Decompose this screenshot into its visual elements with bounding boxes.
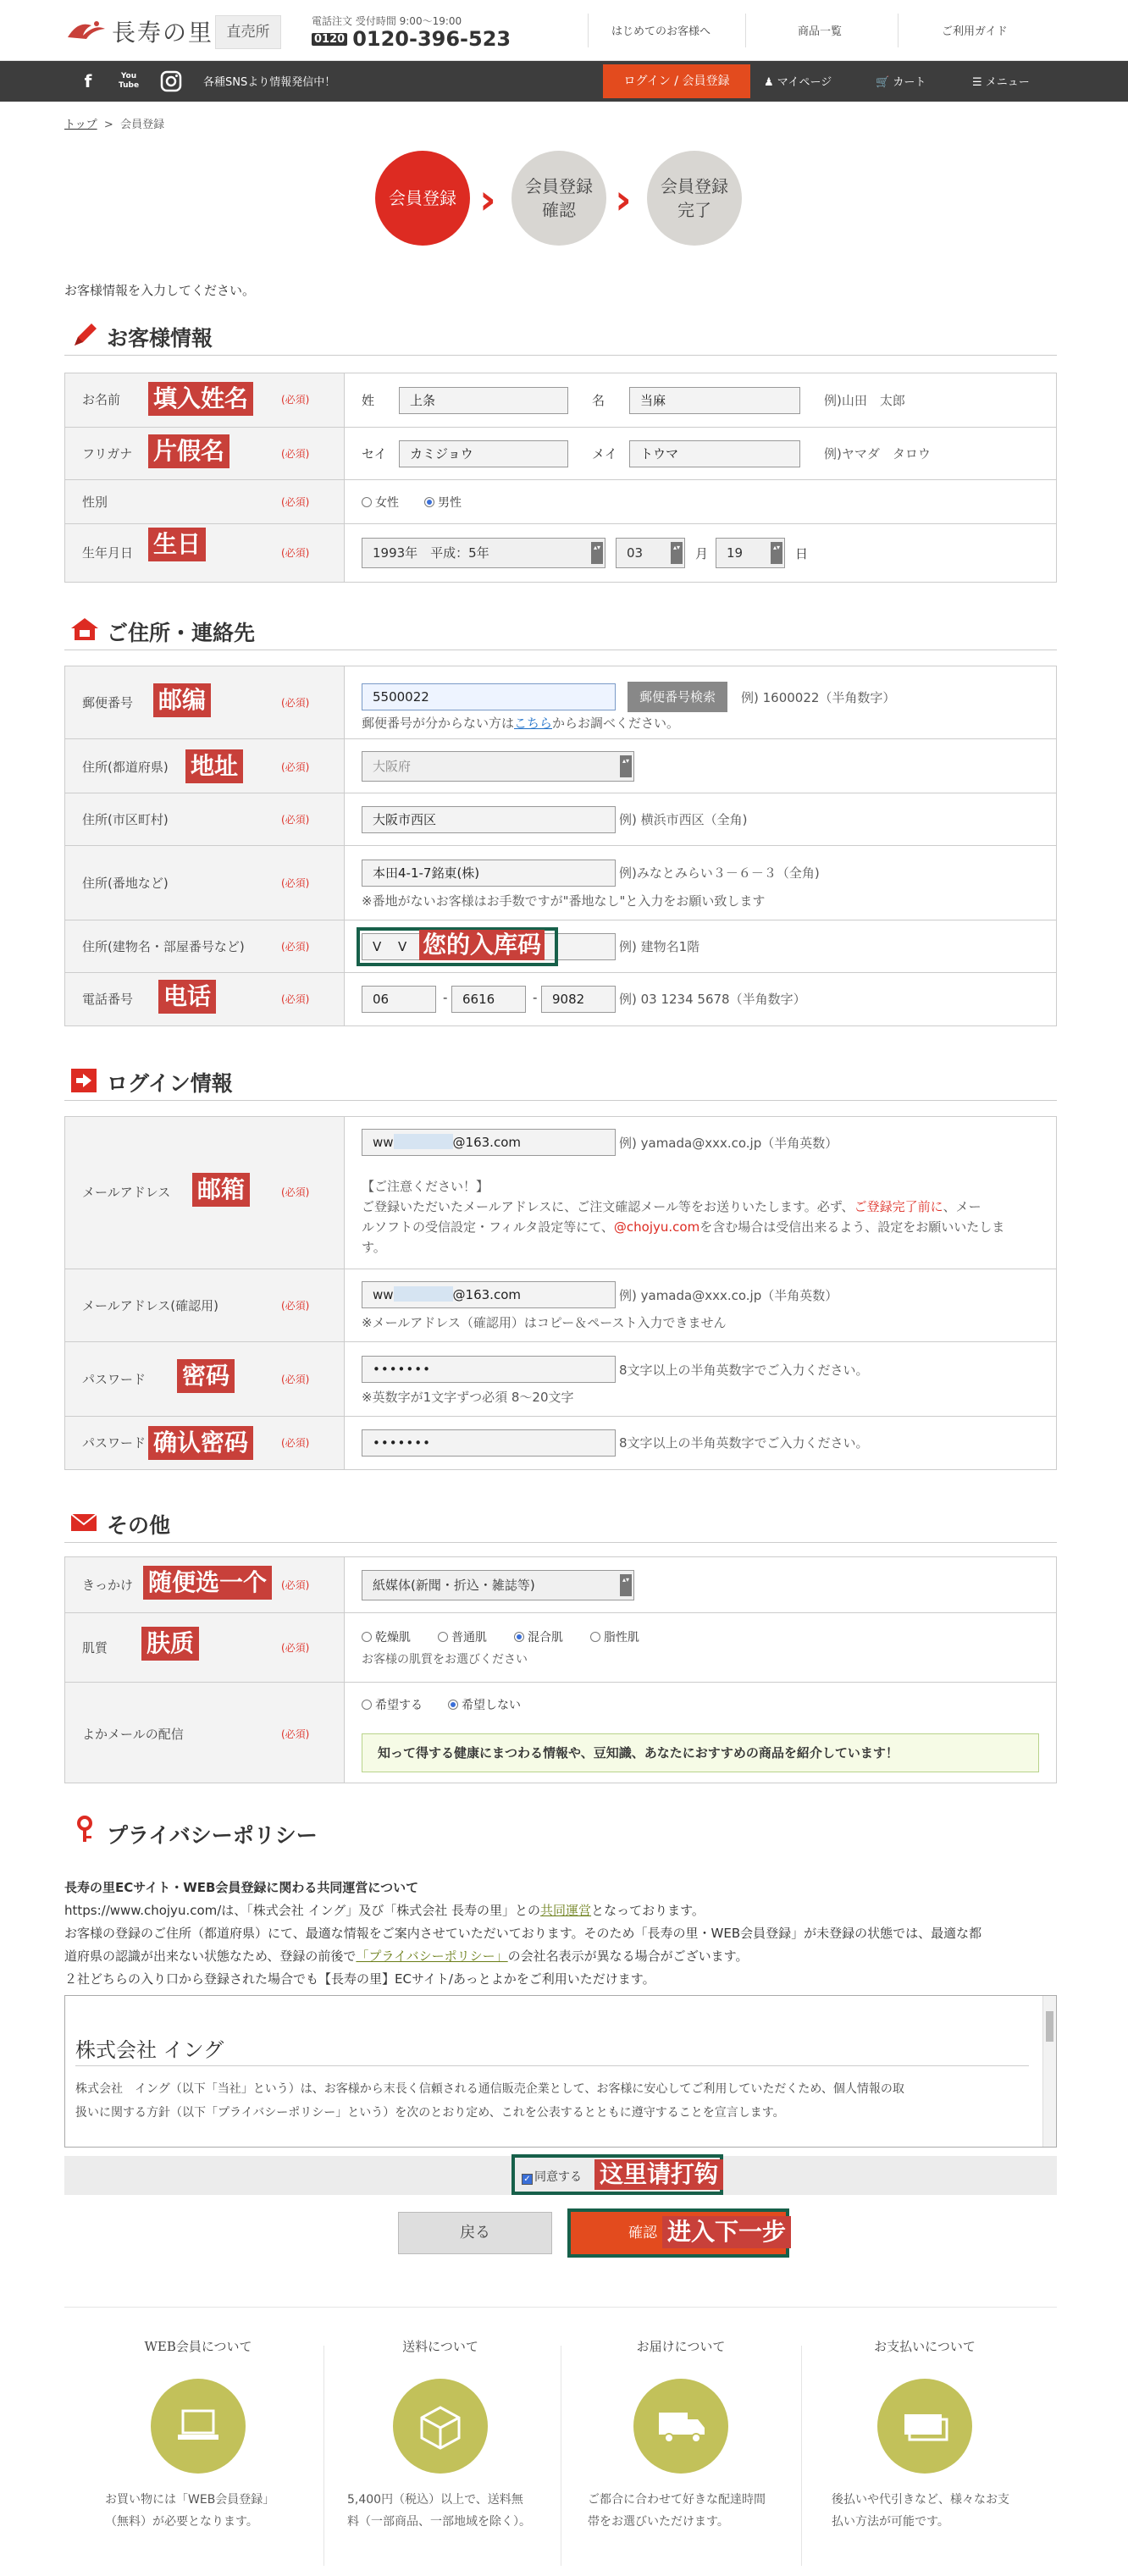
required-badge: (必須) bbox=[281, 993, 310, 1005]
name-example: 例)山田 太郎 bbox=[824, 393, 905, 408]
radio-checked-icon bbox=[514, 1632, 524, 1642]
radio-icon bbox=[590, 1632, 600, 1642]
sns-message: 各種SNSより情報発信中！ bbox=[203, 76, 336, 89]
radio-icon bbox=[362, 1632, 372, 1642]
policy-line: 株式会社 イング（以下「当社」という）は、お客様から末長く信頼される通信販売企業として、お客様に安心してご利用していただくため、個人情報の取 bbox=[75, 2082, 904, 2096]
email-prefix: ww bbox=[373, 1135, 394, 1150]
row-gender bbox=[65, 480, 1056, 524]
email-caution bbox=[362, 1176, 1039, 1258]
annotation-trigger: 随便选一个 bbox=[143, 1566, 272, 1600]
row-password bbox=[65, 1342, 1056, 1417]
agree-label: 同意する bbox=[534, 2170, 582, 2184]
row-building bbox=[65, 920, 1056, 973]
required-badge: (必須) bbox=[281, 1579, 310, 1591]
section-title: プライバシーポリシー bbox=[107, 1823, 318, 1848]
other-form bbox=[64, 1556, 1057, 1783]
redaction-block bbox=[394, 1134, 453, 1149]
checkbox-checked-icon: ✓ bbox=[522, 2174, 533, 2185]
row-name bbox=[65, 373, 1056, 428]
truck-icon bbox=[633, 2379, 728, 2474]
email-prefix: ww bbox=[373, 1287, 394, 1302]
footer-title: お届けについて bbox=[636, 2339, 726, 2354]
phone-separator: - bbox=[443, 990, 448, 1005]
required-badge: (必須) bbox=[281, 697, 310, 709]
key-icon bbox=[69, 1816, 100, 1843]
row-phone bbox=[65, 973, 1056, 1025]
kana-label: フリガナ bbox=[82, 446, 133, 462]
step-arrow-icon: › bbox=[615, 176, 632, 224]
house-icon bbox=[69, 616, 100, 644]
required-badge: (必須) bbox=[281, 877, 310, 889]
menu-button[interactable] bbox=[972, 73, 1030, 89]
nav-guide[interactable]: ご利用ガイド bbox=[942, 25, 1008, 38]
crane-logo-icon bbox=[66, 17, 107, 42]
pencil-icon bbox=[69, 322, 100, 349]
step-complete: 会員登録 完了 bbox=[647, 151, 742, 246]
email-confirm-note: ※メールアドレス（確認用）はコピー＆ペースト入力できません bbox=[362, 1315, 727, 1330]
password-hint: 8文字以上の半角英数字でご入力ください。 bbox=[619, 1363, 869, 1378]
label-cell bbox=[65, 793, 345, 845]
email-confirm-label: メールアドレス(確認用) bbox=[82, 1298, 218, 1313]
kana-example: 例)ヤマダ タロウ bbox=[824, 446, 931, 462]
footer-desc: ご都合に合わせて好きな配達時間帯をお選びいただけます。 bbox=[588, 2493, 766, 2529]
row-email-confirm bbox=[65, 1269, 1056, 1342]
footer-payment bbox=[806, 2337, 1043, 2533]
youtube-icon[interactable]: You Tube bbox=[118, 72, 140, 90]
privacy-text: となっております。 bbox=[591, 1903, 705, 1918]
phone-separator: - bbox=[533, 990, 538, 1005]
mypage-link[interactable] bbox=[764, 73, 832, 89]
caution-text: 、メー bbox=[943, 1199, 981, 1214]
email-domain: @163.com bbox=[452, 1287, 521, 1302]
phone-input-1[interactable]: 06 bbox=[362, 986, 436, 1013]
required-badge: (必須) bbox=[281, 547, 310, 559]
row-password-confirm bbox=[65, 1417, 1056, 1469]
annotation-skin: 肤质 bbox=[141, 1627, 199, 1661]
section-privacy-heading bbox=[64, 1812, 1057, 1849]
street-input[interactable]: 本田4-1-7銘東(株) bbox=[362, 860, 616, 887]
skin-option-normal[interactable] bbox=[438, 1628, 487, 1645]
row-city bbox=[65, 793, 1056, 846]
privacy-text: の会社名表示が異なる場合がございます。 bbox=[507, 1949, 749, 1964]
zip-lookup-link[interactable]: こちら bbox=[514, 716, 553, 731]
password-confirm-input[interactable]: ••••••• bbox=[362, 1429, 616, 1457]
radio-icon bbox=[362, 497, 372, 507]
skin-option-label: 乾燥肌 bbox=[375, 1631, 411, 1645]
radio-icon bbox=[438, 1632, 448, 1642]
login-form bbox=[64, 1116, 1057, 1470]
annotation-address: 地址 bbox=[185, 749, 243, 783]
mail-label: よかメールの配信 bbox=[82, 1727, 184, 1742]
caution-line bbox=[362, 1197, 1039, 1217]
skin-option-dry[interactable] bbox=[362, 1628, 411, 1645]
city-example: 例) 横浜市西区（全角) bbox=[619, 812, 748, 827]
login-register-button[interactable]: ログイン / 会員登録 bbox=[603, 64, 750, 98]
month-unit: 月 bbox=[695, 546, 709, 561]
day-unit: 日 bbox=[795, 546, 809, 561]
step-confirm: 会員登録 確認 bbox=[511, 151, 606, 246]
privacy-text: お客様の登録のご住所（都道府県）にて、最適な情報をご案内させていただいております。そのため「長寿の里・WEB会員登録」が未登録の状態では、最適な都 bbox=[64, 1926, 982, 1941]
skin-option-label: 混合肌 bbox=[528, 1631, 563, 1645]
label-cell bbox=[65, 1683, 345, 1783]
email-confirm-input[interactable] bbox=[362, 1281, 616, 1308]
footer-desc: 後払いや代引きなど、様々なお支払い方法が可能です。 bbox=[832, 2493, 1009, 2529]
envelope-icon bbox=[69, 1509, 100, 1536]
privacy-line bbox=[64, 1899, 1057, 1922]
nav-first-time[interactable]: はじめてのお客様へ bbox=[611, 25, 711, 38]
email-label: メールアドレス bbox=[82, 1185, 171, 1200]
annotation-birthday: 生日 bbox=[148, 528, 206, 561]
step-register: 会員登録 bbox=[375, 151, 470, 246]
box-icon bbox=[393, 2379, 488, 2474]
back-button[interactable]: 戻る bbox=[398, 2212, 552, 2254]
caution-heading: 【ご注意ください！】 bbox=[362, 1179, 489, 1194]
caution-highlight: @chojyu.com bbox=[613, 1219, 700, 1235]
mypage-label: マイページ bbox=[777, 76, 832, 89]
cart-icon: 🛒 bbox=[876, 76, 890, 89]
required-badge: (必須) bbox=[281, 1300, 310, 1312]
footer-desc: 5,400円（税込）以上で、送料無料（一部商品、一部地域を除く）。 bbox=[347, 2493, 531, 2529]
trigger-select[interactable]: 紙媒体(新聞・折込・雑誌等) ▴▾ bbox=[362, 1570, 634, 1600]
required-badge: (必須) bbox=[281, 1186, 310, 1198]
joint-operation-link[interactable]: 共同運営 bbox=[540, 1903, 592, 1918]
email-example: 例) yamada@xxx.co.jp（半角英数） bbox=[619, 1136, 838, 1151]
building-label: 住所(建物名・部屋番号など) bbox=[82, 939, 245, 954]
phone-label: 電話番号 bbox=[82, 992, 134, 1007]
policy-line: 扱いに関する方針（以下「プライバシーポリシー」という）を次のとおり定め、これを公表するとともに遵守することを宣言します。 bbox=[75, 2106, 785, 2120]
trigger-label: きっかけ bbox=[82, 1578, 134, 1593]
menu-label: メニュー bbox=[985, 76, 1030, 89]
required-badge: (必須) bbox=[281, 814, 310, 826]
zip-label: 郵便番号 bbox=[82, 695, 134, 710]
breadcrumb-separator: > bbox=[103, 119, 113, 131]
email-input[interactable] bbox=[362, 1129, 616, 1156]
section-customer-heading bbox=[64, 318, 1057, 356]
zip-input[interactable]: 5500022 bbox=[362, 683, 616, 710]
store-badge: 直売所 bbox=[215, 15, 281, 49]
skin-option-oily[interactable] bbox=[590, 1628, 639, 1645]
section-title: ご住所・連絡先 bbox=[107, 621, 256, 645]
divider bbox=[801, 2346, 802, 2566]
skin-option-label: 普通肌 bbox=[451, 1631, 487, 1645]
caution-text: す。 bbox=[362, 1240, 386, 1255]
label-cell bbox=[65, 1269, 345, 1341]
breadcrumb bbox=[64, 115, 164, 131]
privacy-intro bbox=[64, 1877, 1057, 1991]
privacy-policy-scrollbox[interactable] bbox=[64, 1995, 1057, 2148]
login-icon bbox=[69, 1067, 100, 1094]
scrollbar-thumb[interactable] bbox=[1046, 2011, 1053, 2042]
divider bbox=[588, 14, 589, 47]
mei-kana-label: メイ bbox=[592, 446, 617, 462]
name-label: お名前 bbox=[82, 392, 121, 407]
footer-delivery bbox=[562, 2337, 799, 2533]
footer-desc: お買い物には「WEB会員登録」（無料）が必要となります。 bbox=[105, 2493, 275, 2529]
cart-label: カート bbox=[893, 76, 926, 89]
zip-example: 例) 1600022（半角数字） bbox=[741, 690, 896, 705]
section-title: ログイン情報 bbox=[107, 1071, 233, 1096]
required-badge: (必須) bbox=[281, 1728, 310, 1740]
annotation-password: 密码 bbox=[177, 1359, 235, 1393]
row-trigger bbox=[65, 1557, 1056, 1613]
computer-icon bbox=[151, 2379, 246, 2474]
redaction-block bbox=[394, 1286, 453, 1302]
customer-form bbox=[64, 373, 1057, 583]
mail-no-label: 希望しない bbox=[462, 1699, 521, 1712]
caution-text: を含む場合は受信出来るよう、設定をお願いいたしま bbox=[699, 1219, 1005, 1235]
facebook-icon[interactable]: f bbox=[84, 71, 92, 91]
annotation-confirm: 进入下一步 bbox=[662, 2216, 791, 2248]
footer-title: WEB会員について bbox=[144, 2339, 252, 2354]
required-badge: (必須) bbox=[281, 1642, 310, 1654]
zip-note bbox=[362, 714, 679, 732]
divider bbox=[745, 14, 746, 47]
pref-label: 住所(都道府県) bbox=[82, 760, 169, 775]
email-domain: @163.com bbox=[452, 1135, 521, 1150]
mail-option-no[interactable] bbox=[448, 1696, 521, 1713]
row-email bbox=[65, 1117, 1056, 1269]
required-badge: (必須) bbox=[281, 761, 310, 773]
tel-caption: 電話注文 受付時間 9:00～19:00 bbox=[312, 15, 462, 27]
scrollbar[interactable] bbox=[1042, 1996, 1056, 2147]
password-input[interactable]: ••••••• bbox=[362, 1356, 616, 1383]
mail-notice: 知って得する健康にまつわる情報や、豆知識、あなたにおすすめの商品を紹介しています！ bbox=[362, 1733, 1039, 1772]
row-kana bbox=[65, 428, 1056, 480]
site-header bbox=[0, 0, 1128, 61]
footer-title: お支払いについて bbox=[874, 2339, 976, 2354]
utility-bar bbox=[0, 61, 1128, 102]
sei-kana-label: セイ bbox=[362, 446, 387, 462]
radio-checked-icon bbox=[448, 1700, 458, 1710]
footer-shipping bbox=[322, 2337, 559, 2533]
phone-example: 例) 03 1234 5678（半角数字） bbox=[619, 992, 806, 1007]
annotation-zip: 邮编 bbox=[153, 683, 211, 717]
payment-icon bbox=[877, 2379, 972, 2474]
required-badge: (必須) bbox=[281, 941, 310, 953]
skin-option-combination[interactable] bbox=[514, 1628, 563, 1645]
city-label: 住所(市区町村) bbox=[82, 812, 169, 827]
annotation-building: 您的入库码 bbox=[419, 930, 545, 960]
section-title: お客様情報 bbox=[107, 326, 213, 351]
mei-label: 名 bbox=[592, 393, 605, 408]
section-title: その他 bbox=[107, 1513, 171, 1538]
annotation-phone: 电话 bbox=[158, 980, 216, 1014]
radio-female[interactable] bbox=[362, 494, 399, 511]
label-cell bbox=[65, 480, 345, 523]
required-badge: (必須) bbox=[281, 394, 310, 406]
required-badge: (必須) bbox=[281, 1374, 310, 1385]
divider bbox=[898, 14, 899, 47]
freedial-icon: 0120 bbox=[312, 33, 347, 46]
building-example: 例) 建物名1階 bbox=[619, 939, 700, 954]
annotation-kana: 片假名 bbox=[148, 434, 229, 468]
female-label: 女性 bbox=[375, 496, 399, 510]
label-cell bbox=[65, 1613, 345, 1682]
caution-text: ご登録いただいたメールアドレスに、ご注文確認メール等をお送りいたします。必ず、 bbox=[362, 1199, 854, 1214]
site-logo-text[interactable]: 長寿の里 bbox=[112, 19, 214, 47]
birth-day-select[interactable]: 19 ▴▾ bbox=[716, 538, 785, 568]
caution-highlight: ご登録完了前に bbox=[854, 1199, 943, 1214]
address-form bbox=[64, 666, 1057, 1026]
policy-company: 株式会社 イング bbox=[75, 2038, 224, 2062]
row-birthday bbox=[65, 524, 1056, 582]
male-label: 男性 bbox=[438, 496, 462, 510]
birth-year-select[interactable]: 1993年 平成：5年 ▴▾ bbox=[362, 538, 605, 568]
row-prefecture bbox=[65, 739, 1056, 793]
section-address-heading bbox=[64, 613, 1057, 650]
step-arrow-icon: › bbox=[479, 176, 496, 224]
footer-divider bbox=[64, 2307, 1057, 2308]
skin-option-label: 脂性肌 bbox=[604, 1631, 639, 1645]
phone-input-3[interactable]: 9082 bbox=[541, 986, 616, 1013]
privacy-policy-link[interactable]: 「プライバシーポリシー」 bbox=[356, 1949, 508, 1964]
policy-text bbox=[75, 2077, 904, 2125]
caution-line bbox=[362, 1217, 1039, 1237]
caution-text: ルソフトの受信設定・フィルタ設定等にて、 bbox=[362, 1219, 614, 1235]
row-street bbox=[65, 846, 1056, 920]
privacy-heading: 長寿の里ECサイト・WEB会員登録に関わる共同運営について bbox=[64, 1880, 419, 1895]
tel-number-text: 0120-396-523 bbox=[352, 27, 511, 51]
street-note: ※番地がないお客様はお手数ですが"番地なし"と入力をお願い致します bbox=[362, 893, 766, 909]
sei-label: 姓 bbox=[362, 393, 375, 408]
sei-kana-input[interactable]: カミジョウ bbox=[399, 440, 568, 467]
skin-label: 肌質 bbox=[82, 1640, 108, 1656]
label-cell bbox=[65, 920, 345, 972]
nav-products[interactable]: 商品一覧 bbox=[798, 25, 843, 38]
row-skin bbox=[65, 1613, 1056, 1683]
radio-icon bbox=[362, 1700, 372, 1710]
annotation-agree: 这里请打钩 bbox=[594, 2159, 723, 2190]
zip-note-text: 郵便番号が分からない方は bbox=[362, 716, 515, 731]
radio-checked-icon bbox=[424, 497, 434, 507]
street-label: 住所(番地など) bbox=[82, 876, 169, 891]
instagram-icon[interactable] bbox=[158, 68, 185, 95]
footer-title: 送料について bbox=[402, 2339, 478, 2354]
password-note: ※英数字が1文字ずつ必須 8～20文字 bbox=[362, 1390, 574, 1405]
street-example: 例)みなとみらい３－６－３（全角) bbox=[619, 865, 820, 881]
section-login-heading bbox=[64, 1064, 1057, 1101]
radio-male[interactable] bbox=[424, 494, 462, 511]
tel-number bbox=[312, 27, 511, 51]
annotation-email: 邮箱 bbox=[192, 1173, 250, 1207]
label-cell bbox=[65, 846, 345, 920]
prefecture-select[interactable]: 大阪府 ▴▾ bbox=[362, 751, 634, 782]
required-badge: (必須) bbox=[281, 1437, 310, 1449]
skin-note: お客様の肌質をお選びください bbox=[362, 1653, 528, 1667]
password-confirm-label: パスワード bbox=[82, 1435, 147, 1451]
sei-input[interactable]: 上条 bbox=[399, 387, 568, 414]
privacy-text: ２社どちらの入り口から登録された場合でも【長寿の里】ECサイト/あっとよかをご利用いただけます。 bbox=[64, 1971, 655, 1987]
email-example: 例) yamada@xxx.co.jp（半角英数） bbox=[619, 1288, 838, 1303]
privacy-text: https://www.chojyu.com/は、「株式会社 イング」及び「株式会社 長寿の里」との bbox=[64, 1903, 541, 1918]
privacy-line bbox=[64, 1945, 1057, 1968]
user-icon: ♟ bbox=[764, 76, 774, 89]
annotation-name: 填入姓名 bbox=[148, 382, 253, 416]
intro-text: お客様情報を入力してください。 bbox=[64, 283, 256, 298]
mail-yes-label: 希望する bbox=[375, 1699, 423, 1712]
footer-web-member bbox=[80, 2337, 317, 2533]
hamburger-icon: ☰ bbox=[972, 76, 982, 89]
zip-search-button[interactable]: 郵便番号検索 bbox=[628, 682, 727, 712]
breadcrumb-current: 会員登録 bbox=[120, 119, 165, 131]
password-label: パスワード bbox=[82, 1372, 147, 1387]
confirm-label: 確認 bbox=[628, 2225, 657, 2242]
cart-link[interactable] bbox=[876, 73, 926, 89]
row-zip bbox=[65, 666, 1056, 739]
annotation-password-confirm: 确认密码 bbox=[148, 1426, 253, 1460]
required-badge: (必須) bbox=[281, 448, 310, 460]
mei-input[interactable]: 当麻 bbox=[629, 387, 800, 414]
birth-label: 生年月日 bbox=[82, 545, 134, 561]
gender-label: 性別 bbox=[82, 495, 108, 510]
required-badge: (必須) bbox=[281, 496, 310, 508]
mail-option-yes[interactable] bbox=[362, 1696, 423, 1713]
zip-note-text: からお調べください。 bbox=[552, 716, 680, 731]
breadcrumb-top[interactable]: トップ bbox=[64, 119, 97, 131]
phone-input-2[interactable]: 6616 bbox=[451, 986, 526, 1013]
row-mail bbox=[65, 1683, 1056, 1783]
mei-kana-input[interactable]: トウマ bbox=[629, 440, 800, 467]
password-hint: 8文字以上の半角英数字でご入力ください。 bbox=[619, 1435, 869, 1451]
divider bbox=[75, 2065, 1029, 2066]
birth-month-select[interactable]: 03 ▴▾ bbox=[616, 538, 685, 568]
section-other-heading bbox=[64, 1506, 1057, 1543]
city-input[interactable]: 大阪市西区 bbox=[362, 806, 616, 833]
privacy-text: 道府県の認識が出来ない状態なため、登録の前後で bbox=[64, 1949, 357, 1964]
building-value: V V bbox=[373, 939, 407, 954]
